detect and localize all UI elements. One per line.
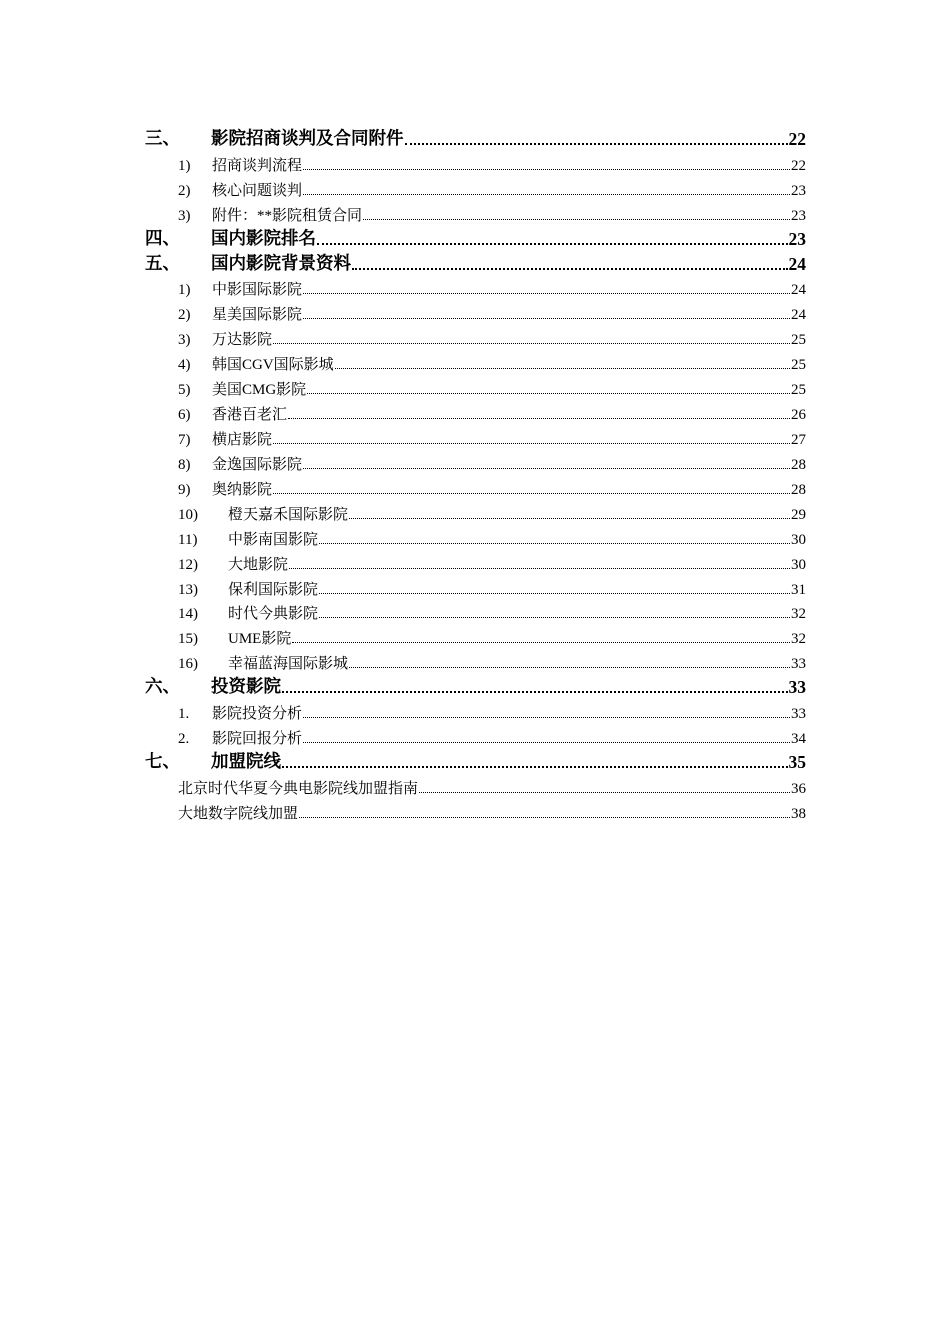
toc-entry-number: 16) [178, 656, 198, 673]
toc-entry-number: 4) [178, 357, 191, 374]
toc-dot-leader [288, 418, 790, 419]
toc-entry[interactable] [145, 574, 806, 599]
toc-dot-leader [273, 343, 790, 344]
toc-entry[interactable] [145, 648, 806, 673]
toc-entry-number: 6) [178, 407, 191, 424]
toc-dot-leader [405, 143, 788, 145]
toc-entry-title: 橙天嘉禾国际影院 [228, 506, 349, 523]
toc-entry-number: 9) [178, 481, 191, 498]
toc-entry-page-number: 23 [788, 228, 806, 249]
toc-entry-page-number: 30 [791, 531, 806, 548]
toc-entry-title: 加盟院线 [211, 750, 281, 771]
toc-entry-title: 投资影院 [211, 676, 281, 697]
toc-entry-page-number: 22 [788, 128, 806, 149]
toc-entry[interactable] [145, 125, 806, 150]
toc-entry-title: 奥纳影院 [212, 481, 273, 498]
toc-dot-leader [303, 717, 790, 718]
toc-dot-leader [303, 293, 790, 294]
toc-entry[interactable] [145, 673, 806, 698]
toc-entry-page-number: 36 [791, 780, 806, 797]
toc-entry-number: 七、 [145, 750, 180, 771]
toc-entry-page-number: 24 [788, 253, 806, 274]
toc-entry-number: 15) [178, 631, 198, 648]
toc-entry-page-number: 25 [791, 332, 806, 349]
toc-entry-page-number: 28 [791, 456, 806, 473]
toc-dot-leader [307, 393, 790, 394]
toc-entry-page-number: 23 [791, 207, 806, 224]
toc-entry-page-number: 24 [791, 307, 806, 324]
toc-entry-page-number: 24 [791, 282, 806, 299]
toc-entry-number: 8) [178, 456, 191, 473]
toc-dot-leader [303, 194, 790, 195]
toc-entry-number: 四、 [145, 227, 180, 248]
toc-dot-leader [282, 766, 788, 768]
toc-entry-number: 2) [178, 182, 191, 199]
toc-entry-title: 万达影院 [212, 332, 273, 349]
toc-entry-page-number: 30 [791, 556, 806, 573]
toc-dot-leader [349, 518, 790, 519]
toc-entry-number: 2) [178, 307, 191, 324]
toc-entry-page-number: 25 [791, 382, 806, 399]
toc-entry-page-number: 23 [791, 182, 806, 199]
toc-entry-title: 影院回报分析 [212, 731, 303, 748]
toc-entry[interactable] [145, 349, 806, 374]
toc-entry[interactable] [145, 200, 806, 225]
toc-entry[interactable] [145, 524, 806, 549]
toc-entry-number: 5) [178, 382, 191, 399]
toc-entry[interactable] [145, 324, 806, 349]
toc-entry-number: 三、 [145, 127, 180, 148]
toc-entry-page-number: 33 [788, 677, 806, 698]
toc-entry[interactable] [145, 225, 806, 250]
toc-dot-leader [273, 443, 790, 444]
toc-entry[interactable] [145, 424, 806, 449]
toc-dot-leader [319, 593, 790, 594]
toc-dot-leader [289, 568, 790, 569]
toc-entry-page-number: 28 [791, 481, 806, 498]
toc-entry-number: 11) [178, 531, 198, 548]
toc-dot-leader [292, 642, 790, 643]
toc-entry-title: 幸福蓝海国际影城 [228, 656, 349, 673]
toc-entry-number: 1) [178, 157, 191, 174]
toc-dot-leader [303, 318, 790, 319]
toc-entry-number: 六、 [145, 676, 180, 697]
toc-entry-title: 韩国CGV国际影城 [212, 357, 334, 374]
toc-entry-page-number: 26 [791, 407, 806, 424]
toc-dot-leader [303, 742, 790, 743]
toc-entry[interactable] [145, 399, 806, 424]
toc-entry-page-number: 25 [791, 357, 806, 374]
toc-entry[interactable] [145, 449, 806, 474]
toc-entry-page-number: 29 [791, 506, 806, 523]
toc-entry-number: 10) [178, 506, 198, 523]
toc-entry-number: 13) [178, 581, 198, 598]
toc-entry-title: 核心问题谈判 [212, 182, 303, 199]
toc-entry-page-number: 27 [791, 431, 806, 448]
toc-entry-title: 附件：**影院租赁合同 [212, 207, 363, 224]
toc-entry-page-number: 35 [788, 751, 806, 772]
toc-dot-leader [319, 543, 790, 544]
toc-entry-page-number: 22 [791, 157, 806, 174]
toc-entry-number: 7) [178, 431, 191, 448]
toc-entry[interactable] [145, 250, 806, 275]
toc-dot-leader [335, 368, 790, 369]
toc-entry-number: 12) [178, 556, 198, 573]
toc-entry-title: 影院招商谈判及合同附件 [211, 127, 404, 148]
toc-entry-title: 国内影院排名 [211, 227, 316, 248]
toc-entry-number: 3) [178, 207, 191, 224]
toc-dot-leader [317, 243, 788, 245]
toc-entry-title: UME影院 [228, 631, 292, 648]
toc-entry-title: 中影南国影院 [228, 531, 319, 548]
toc-entry-title: 金逸国际影院 [212, 456, 303, 473]
toc-entry-page-number: 33 [791, 656, 806, 673]
toc-dot-leader [319, 617, 790, 618]
toc-entry-number: 五、 [145, 252, 180, 273]
toc-entry[interactable] [145, 150, 806, 175]
toc-entry-title: 保利国际影院 [228, 581, 319, 598]
toc-entry[interactable] [145, 748, 806, 773]
table-of-contents [145, 125, 806, 823]
toc-entry[interactable] [145, 623, 806, 648]
toc-entry-title: 香港百老汇 [212, 407, 288, 424]
toc-entry-title: 大地影院 [228, 556, 289, 573]
toc-entry-page-number: 32 [791, 631, 806, 648]
toc-dot-leader [352, 268, 788, 270]
toc-entry[interactable] [145, 499, 806, 524]
toc-entry-title: 时代今典影院 [228, 606, 319, 623]
toc-entry[interactable] [145, 374, 806, 399]
toc-entry-title: 中影国际影院 [212, 282, 303, 299]
toc-entry-number: 1. [178, 706, 190, 723]
toc-entry-page-number: 33 [791, 706, 806, 723]
toc-entry-title: 影院投资分析 [212, 706, 303, 723]
toc-dot-leader [273, 493, 790, 494]
toc-entry-title: 招商谈判流程 [212, 157, 303, 174]
toc-entry-title: 美国CMG影院 [212, 382, 307, 399]
toc-entry[interactable] [145, 698, 806, 723]
toc-dot-leader [303, 468, 790, 469]
toc-entry-number: 14) [178, 606, 198, 623]
toc-entry-page-number: 31 [791, 581, 806, 598]
toc-entry-number: 2. [178, 731, 190, 748]
toc-entry-title: 国内影院背景资料 [211, 252, 351, 273]
toc-entry[interactable] [145, 723, 806, 748]
toc-entry-page-number: 34 [791, 731, 806, 748]
toc-entry-number: 3) [178, 332, 191, 349]
toc-dot-leader [419, 792, 790, 793]
toc-entry[interactable] [145, 275, 806, 300]
toc-entry[interactable] [145, 549, 806, 574]
toc-entry-title: 星美国际影院 [212, 307, 303, 324]
toc-dot-leader [349, 667, 790, 668]
toc-entry[interactable] [145, 599, 806, 624]
toc-entry[interactable] [145, 175, 806, 200]
toc-dot-leader [299, 817, 790, 818]
toc-entry-number: 1) [178, 282, 191, 299]
toc-entry-title: 大地数字院线加盟 [178, 805, 299, 822]
toc-dot-leader [303, 169, 790, 170]
toc-entry-title: 横店影院 [212, 431, 273, 448]
toc-entry[interactable] [145, 798, 806, 823]
toc-entry[interactable] [145, 474, 806, 499]
toc-entry-page-number: 32 [791, 606, 806, 623]
toc-entry-title: 北京时代华夏今典电影院线加盟指南 [178, 780, 419, 797]
toc-entry-page-number: 38 [791, 805, 806, 822]
toc-dot-leader [282, 691, 788, 693]
toc-dot-leader [363, 219, 790, 220]
toc-entry[interactable] [145, 773, 806, 798]
toc-entry[interactable] [145, 299, 806, 324]
